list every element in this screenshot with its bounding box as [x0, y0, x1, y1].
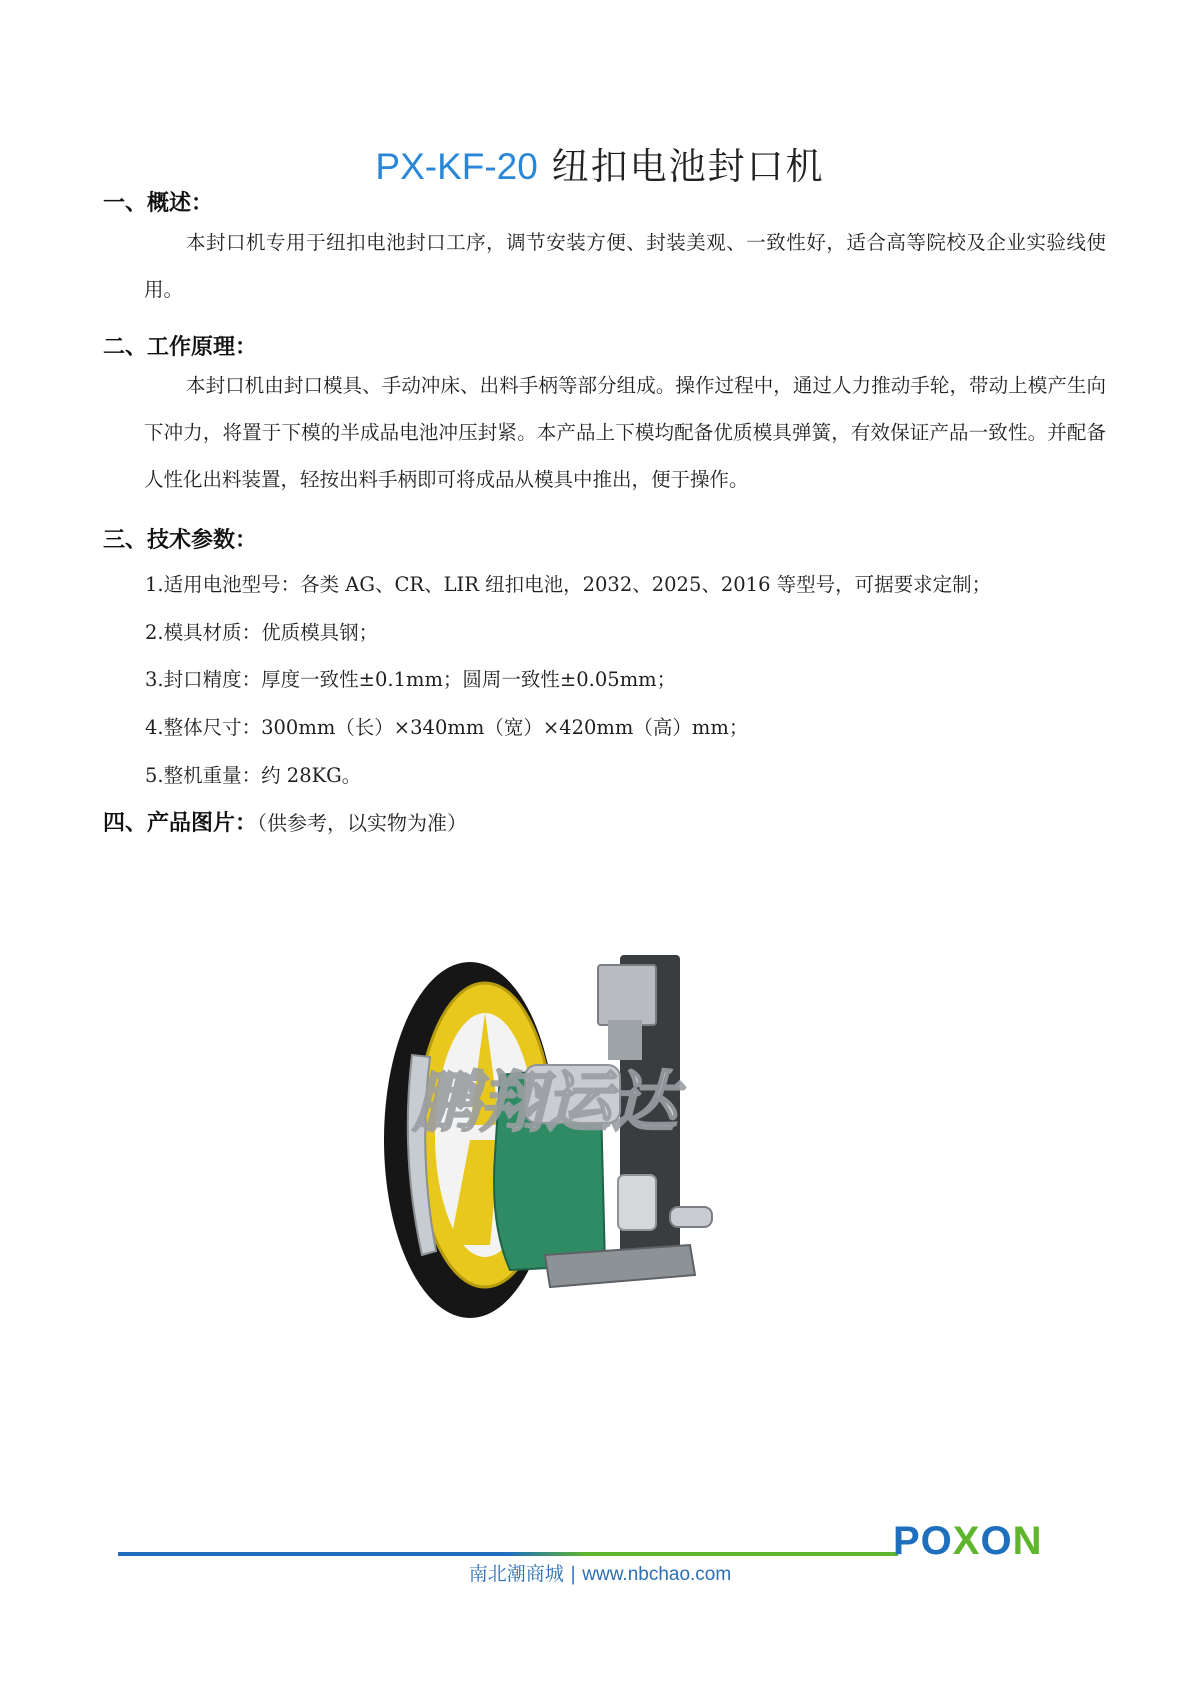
product-name: 纽扣电池封口机	[551, 145, 825, 188]
mold	[618, 1175, 656, 1230]
overview-text: 本封口机专用于纽扣电池封口工序，调节安装方便、封装美观、一致性好，适合高等院校及企业实验线使用。	[144, 231, 1106, 301]
heading-overview: 一、概述：	[103, 191, 214, 216]
upper-block-lower	[608, 1020, 642, 1060]
heading-principle: 二、工作原理：	[103, 335, 258, 360]
footer-url-link[interactable]: www.nbchao.com	[582, 1564, 732, 1585]
spec-item-3: 3.封口精度：厚度一致性±0.1mm；圆周一致性±0.05mm；	[145, 668, 677, 691]
spec-item-2: 2.模具材质：优质模具钢；	[145, 621, 379, 644]
footer-separator: |	[569, 1563, 577, 1585]
footer-text	[0, 1559, 1200, 1586]
spec-item-4: 4.整体尺寸：300mm（长）×340mm（宽）×420mm（高）mm；	[145, 716, 749, 739]
pictures-note: （供参考，以实物为准）	[257, 811, 468, 835]
watermark: 鹏翔运达	[413, 1064, 677, 1141]
spec-item-5: 5.整机重量：约 28KG。	[145, 764, 362, 787]
document-title	[0, 136, 1200, 190]
heading-pictures	[103, 806, 467, 837]
pictures-heading-text: 四、产品图片：	[103, 811, 258, 836]
poxon-logo	[893, 1518, 1085, 1562]
footer-site-name: 南北潮商城	[468, 1563, 564, 1585]
footer-divider	[118, 1552, 898, 1556]
heading-specs: 三、技术参数：	[103, 528, 258, 553]
upper-block	[598, 965, 656, 1025]
ejector-handle	[670, 1207, 712, 1227]
product-photo	[370, 925, 780, 1395]
model-number: PX-KF-20	[375, 146, 538, 187]
spec-item-1: 1.适用电池型号：各类 AG、CR、LIR 纽扣电池，2032、2025、2016 等型号，可据要求定制；	[145, 573, 992, 596]
principle-text: 本封口机由封口模具、手动冲床、出料手柄等部分组成。操作过程中，通过人力推动手轮，带动上模产生向下冲力，将置于下模的半成品电池冲压封紧。本产品上下模均配备优质模具弹簧，有效保证产品一致性。并配备人性化出料装置，轻按出料手柄即可将成品从模具中推出，便于操作。	[144, 374, 1106, 491]
poxon-logo-text: POXON	[893, 1519, 1043, 1562]
